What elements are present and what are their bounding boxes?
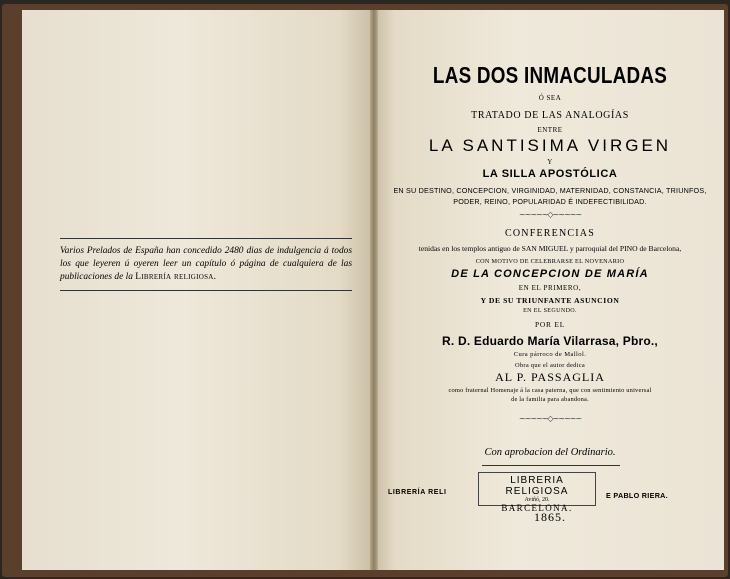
rule-top (482, 465, 620, 466)
dedication-line-1: como fraternal Homenaje á la casa paterna, que con sentimiento universal (448, 387, 652, 394)
imprint-left: LIBRERÍA RELI (388, 489, 447, 496)
line-por-el: POR EL (534, 320, 566, 329)
line-o-sea: Ó SEA (538, 94, 562, 102)
line-tenidas: tenidas en los templos antiguo de SAN MIGUEL y parroquial del PINO de Barcelona, (418, 244, 682, 253)
line-motivo: CON MOTIVO DE CELEBRARSE EL NOVENARIO (475, 258, 625, 265)
book-title: LAS DOS INMACULADAS (432, 62, 668, 88)
line-y: Y (547, 158, 553, 166)
notice-text: Varios Prelados de España han concedido 2480 dias de indulgencia á todos los que leyeren ú oyeren leer un capítulo ó página de cualquiera de las publicaciones de la (60, 246, 352, 283)
publication-year: 1865. (534, 510, 566, 524)
attributes-line-2: PODER, REINO, POPULARIDAD É INDEFECTIBILIDAD. (453, 197, 647, 206)
line-primero: EN EL PRIMERO, (518, 284, 582, 292)
line-conferencias: CONFERENCIAS (505, 228, 595, 239)
line-silla: LA SILLA APOSTÓLICA (482, 168, 618, 180)
line-virgen: LA SANTISIMA VIRGEN (428, 136, 672, 155)
author-name: R. D. Eduardo María Vilarrasa, Pbro., (442, 334, 658, 348)
line-entre: ENTRE (537, 126, 563, 134)
dedicatee: AL P. PASSAGLIA (495, 370, 605, 384)
book-spine (370, 10, 378, 570)
stamp-line-3: BARCELONA. (501, 503, 573, 513)
line-obra: Obra que el autor dedica (514, 362, 585, 369)
ornament-divider: ~~~~~◇~~~~~ (518, 210, 582, 219)
stamp-line-2: Aviñó, 20. (524, 497, 550, 503)
bookseller-stamp (478, 472, 596, 513)
notice-publisher: Librería religiosa. (135, 272, 217, 283)
line-concepcion: DE LA CONCEPCION DE MARÍA (451, 268, 649, 280)
stamp-line-1: LIBRERIA RELIGIOSA (505, 475, 569, 497)
line-segundo: EN EL SEGUNDO. (523, 308, 577, 314)
imprint-right: E PABLO RIERA. (606, 491, 668, 500)
dedication-line-2: de la familia para abandona. (511, 396, 589, 403)
line-tratado: TRATADO DE LAS ANALOGÍAS (471, 110, 629, 121)
approval-line: Con aprobacion del Ordinario. (484, 447, 616, 458)
indulgence-notice (60, 238, 352, 291)
ornament-divider-2: ~~~~~◇~~~~~ (518, 414, 582, 423)
author-role: Cura párroco de Mallol. (513, 351, 587, 358)
line-asuncion: Y DE SU TRIUNFANTE ASUNCION (480, 296, 620, 305)
attributes-line-1: EN SU DESTINO, CONCEPCION, VIRGINIDAD, MATERNIDAD, CONSTANCIA, TRIUNFOS, (393, 186, 707, 195)
